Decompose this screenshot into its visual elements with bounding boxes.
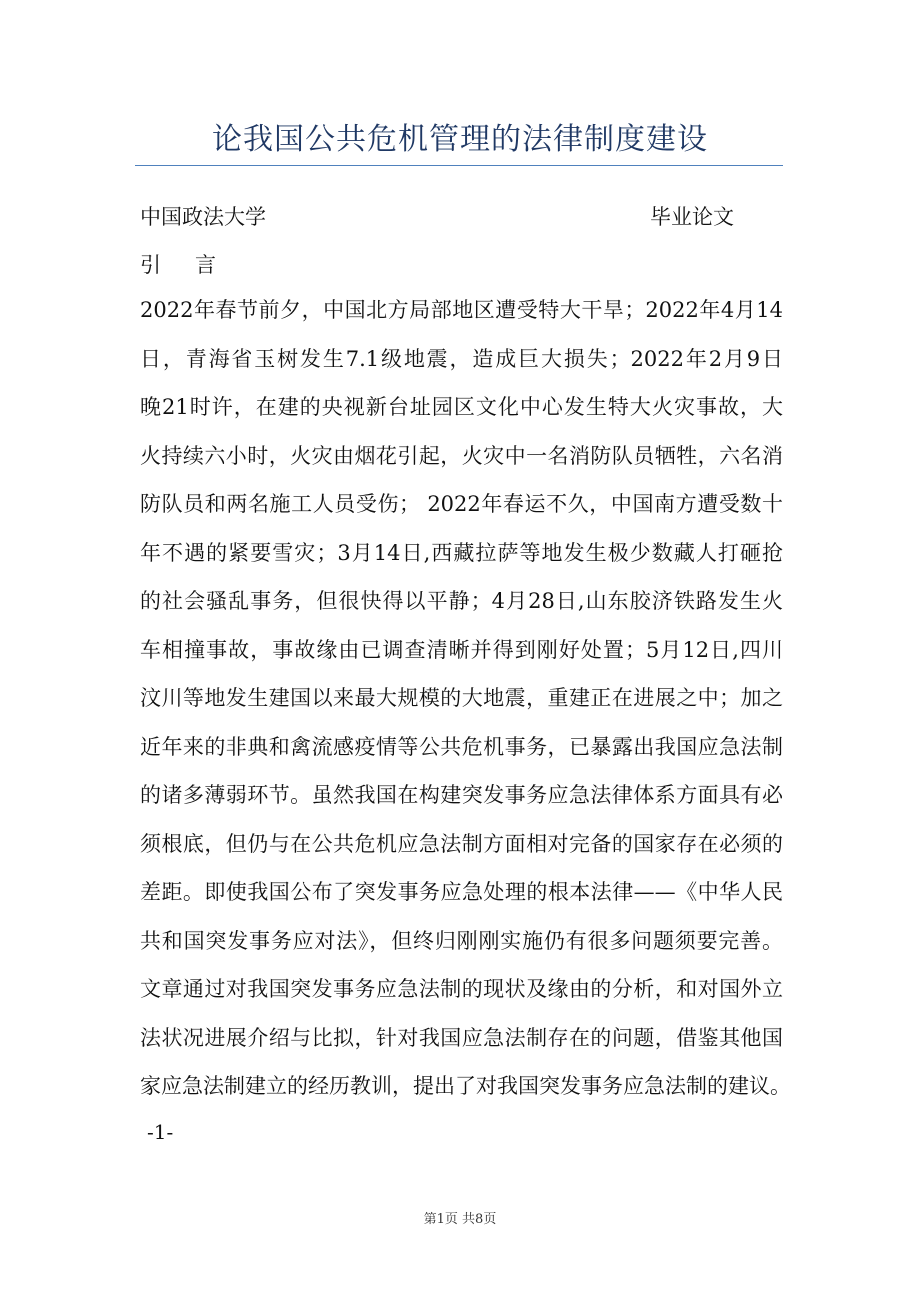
- body-line: 晚21时许，在建的央视新台址园区文化中心发生特大火灾事故，大: [140, 395, 783, 419]
- body-line: 日，青海省玉树发生7.1级地震，造成巨大损失；2022年2月9日: [140, 346, 783, 371]
- body-line: 差距。即使我国公布了突发事务应急处理的根本法律——《中华人民: [140, 880, 783, 904]
- university-name: 中国政法大学: [140, 205, 266, 229]
- body-line: 家应急法制建立的经历教训，提出了对我国突发事务应急法制的建议。: [140, 1074, 791, 1098]
- title-divider: [135, 165, 783, 166]
- body-line: 的社会骚乱事务，但很快得以平静；4月28日,山东胶济铁路发生火: [140, 589, 783, 613]
- body-text: [140, 286, 791, 1111]
- body-line: 汶川等地发生建国以来最大规模的大地震，重建正在进展之中；加之: [140, 686, 783, 710]
- body-line: 文章通过对我国突发事务应急法制的现状及缘由的分析，和对国外立: [140, 977, 783, 1001]
- body-line: 火持续六小时，火灾由烟花引起，火灾中一名消防队员牺牲，六名消: [140, 443, 783, 468]
- page-marker: -1-: [147, 1120, 174, 1144]
- body-line: 近年来的非典和禽流感疫情等公共危机事务，已暴露出我国应急法制: [140, 734, 783, 759]
- body-line: 防队员和两名施工人员受伤； 2022年春运不久，中国南方遭受数十: [140, 492, 783, 516]
- section-heading: [140, 249, 250, 279]
- page-footer: 第1页 共8页: [423, 1212, 497, 1227]
- body-line: 的诸多薄弱环节。虽然我国在构建突发事务应急法律体系方面具有必: [140, 783, 783, 807]
- section-heading-char: 言: [195, 253, 216, 277]
- section-heading-char: 引: [140, 253, 161, 277]
- document-type: 毕业论文: [650, 205, 734, 229]
- body-line: 年不遇的紧要雪灾；3月14日,西藏拉萨等地发生极少数藏人打砸抢: [140, 540, 783, 565]
- body-line: 共和国突发事务应对法》，但终归刚刚实施仍有很多问题须要完善。: [140, 928, 783, 953]
- document-title: 论我国公共危机管理的法律制度建设: [212, 122, 708, 157]
- body-line: 法状况进展介绍与比拟，针对我国应急法制存在的问题，借鉴其他国: [140, 1025, 783, 1050]
- body-line: 2022年春节前夕，中国北方局部地区遭受特大干旱；2022年4月14: [140, 298, 783, 322]
- body-line: 须根底，但仍与在公共危机应急法制方面相对完备的国家存在必须的: [140, 831, 783, 856]
- body-line: 车相撞事故，事故缘由已调查清晰并得到刚好处置；5月12日,四川: [140, 637, 783, 662]
